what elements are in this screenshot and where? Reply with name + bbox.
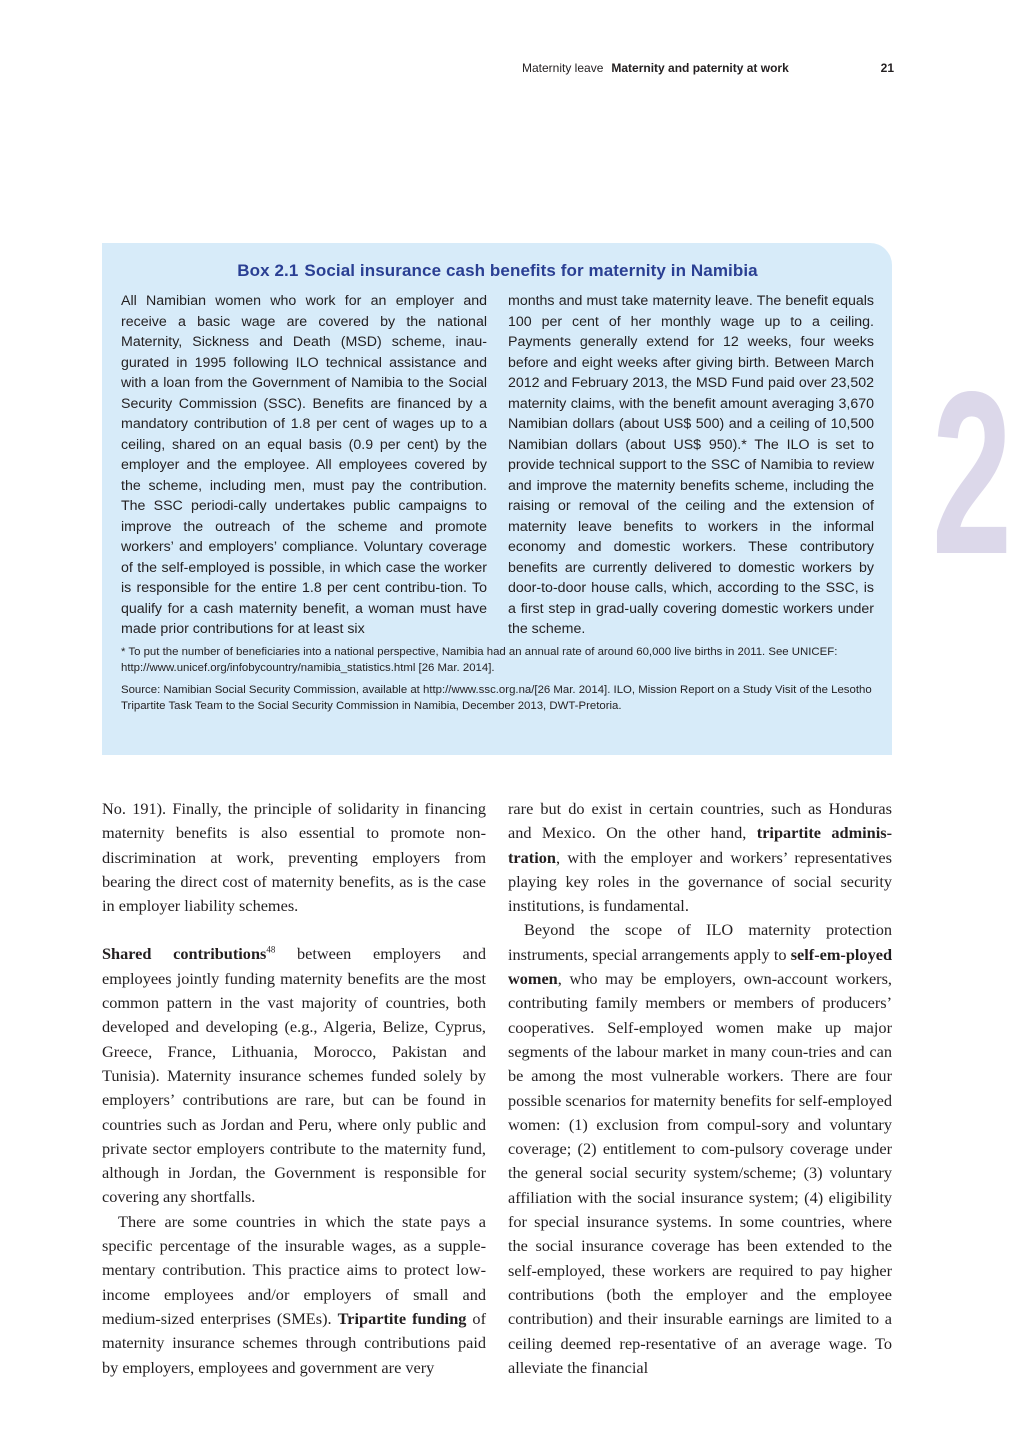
paragraph: [508, 797, 892, 918]
bold-term: Shared contributions: [102, 944, 267, 964]
box-source: Source: Namibian Social Security Commission, available at http://www.ssc.org.na/[26 Mar. 2014]. ILO, Mission Report on a Study Visit of the Lesotho Tripartite Task Team to the Social Security Commission in Namibia, December 2013, DWT-Pretoria.: [121, 683, 872, 712]
body-column-right: [508, 797, 892, 1380]
paragraph-text: rare but do exist in certain countries, such as Honduras and Mexico. On the other hand,: [508, 799, 892, 843]
paragraph: No. 191). Finally, the principle of solidarity in financing maternity benefits is also essential to promote non-discrimination at work, preventing employers from bearing the direct cost of maternity benefits, as is the case in employer liability schemes.: [102, 799, 486, 916]
header-section-title: Maternity leave: [522, 61, 604, 75]
chapter-tab-number: 2: [932, 344, 1012, 603]
box-2-1: [102, 243, 892, 755]
paragraph-text: There are some countries in which the state pays a specific percentage of the insurable wages, as a supple-mentary contribution. This practice aims to protect low-income employees and/or employers of small and medium-sized enterprises (SMEs).: [102, 1211, 486, 1328]
box-number: Box 2.1: [237, 261, 299, 280]
box-title: [121, 261, 874, 281]
paragraph-text: between employers and employees jointly funding maternity benefits are the most common pattern in the vast majority of countries, both developed and developing (e.g., Algeria, Belize, Cyprus, Greece, France, Lithuania, Morocco, Pakistan and Tunisia). Maternity insurance schemes funded solely by employers’ contributions are rare, but can be found in countries such as Jordan and Peru, where only public and private sector employers contribute to the maternity fund, although in Jordan, the Government is responsible for covering any shortfalls.: [102, 944, 486, 1207]
body-column-left: [102, 797, 486, 1380]
paragraph-text: Beyond the scope of ILO maternity protection instruments, special arrangements apply to: [508, 920, 892, 964]
bold-term: Tripartite funding: [337, 1308, 467, 1328]
running-header: [522, 61, 894, 79]
box-columns: [121, 291, 874, 640]
box-column-left: All Namibian women who work for an employer and receive a basic wage are covered by the national Maternity, Sickness and Death (MSD) scheme, inau-gurated in 1995 following ILO technical assistance and with a loan from the Government of Namibia to the Social Security Commission (SSC). Benefits are financed by a mandatory contribution of 1.8 per cent of wages up to a ceiling, shared on an equal basis (0.9 per cent) by the employer and the employee. All employees covered by the scheme, including men, must pay the contribution. The SSC periodi-cally undertakes public campaigns to improve the outreach of the scheme and promote workers’ and employers’ compliance. Voluntary coverage of the self-employed is possible, in which case the worker is responsible for the entire 1.8 per cent contribu-tion. To qualify for a cash maternity benefit, a woman must have made prior contributions for at least six: [121, 293, 487, 637]
box-title-text: Social insurance cash benefits for maternity in Namibia: [304, 261, 758, 280]
paragraph-text: , who may be employers, own-account workers, contributing family members or members of producers’ cooperatives. Self-employed women make up major segments of the labour market in many coun-tries and can be among the most vulnerable workers. There are four possible scenarios for maternity benefits for self-employed women: (1) exclusion from compul-sory and voluntary coverage; (2) entitlement to com-pulsory coverage under the general social security system/scheme; (3) voluntary affiliation with the social insurance system; (4) eligibility for special insurance systems. In some countries, where the social insurance coverage has been extended to the self-employed, these workers are required to pay higher contributions (both the employer and the employee contribution) and their insurable earnings are limited to a ceiling deemed rep-resentative of an average wage. To alleviate the financial: [508, 969, 892, 1377]
paragraph: [508, 918, 892, 1380]
page-number: 21: [880, 61, 894, 75]
footnote-reference: 48: [266, 945, 276, 956]
box-notes: [121, 644, 874, 714]
box-column-right: months and must take maternity leave. The benefit equals 100 per cent of her monthly wage up to a ceiling. Payments generally extend for 12 weeks, four weeks before and eight weeks after giving birth. Between March 2012 and February 2013, the MSD Fund paid over 23,502 maternity claims, with the benefit amount averaging 3,670 Namibian dollars (about US$ 500) and a ceiling of 10,500 Namibian dollars (about US$ 950).* The ILO is set to provide technical support to the SSC of Namibia to review and improve the maternity benefits scheme, including the raising or removal of the ceiling and the extension of maternity leave benefits to workers in the informal economy and domestic workers. These contributory benefits are currently delivered to domestic workers by door-to-door house calls, which, according to the SSC, is a first step in grad-ually covering domestic workers under the scheme.: [508, 293, 874, 637]
paragraph: [102, 1210, 486, 1380]
body-text: [102, 797, 892, 1380]
bold-term: tripartite adminis-tration: [508, 823, 893, 867]
bold-term: self-em-ployed women: [508, 944, 892, 989]
paragraph-text: of maternity insurance schemes through contributions paid by employers, employees and government are very: [102, 1308, 486, 1377]
box-footnote: * To put the number of beneficiaries into a national perspective, Namibia had an annual rate of around 60,000 live births in 2011. See UNICEF: http://www.unicef.org/infobycountry/namibia_statistics.html [26 Mar. 2014].: [121, 645, 838, 674]
header-chapter-title: Maternity and paternity at work: [611, 61, 789, 75]
paragraph: [102, 942, 486, 1209]
paragraph-text: , with the employer and workers’ representatives playing key roles in the governance of social security institutions, is fundamental.: [508, 847, 892, 916]
